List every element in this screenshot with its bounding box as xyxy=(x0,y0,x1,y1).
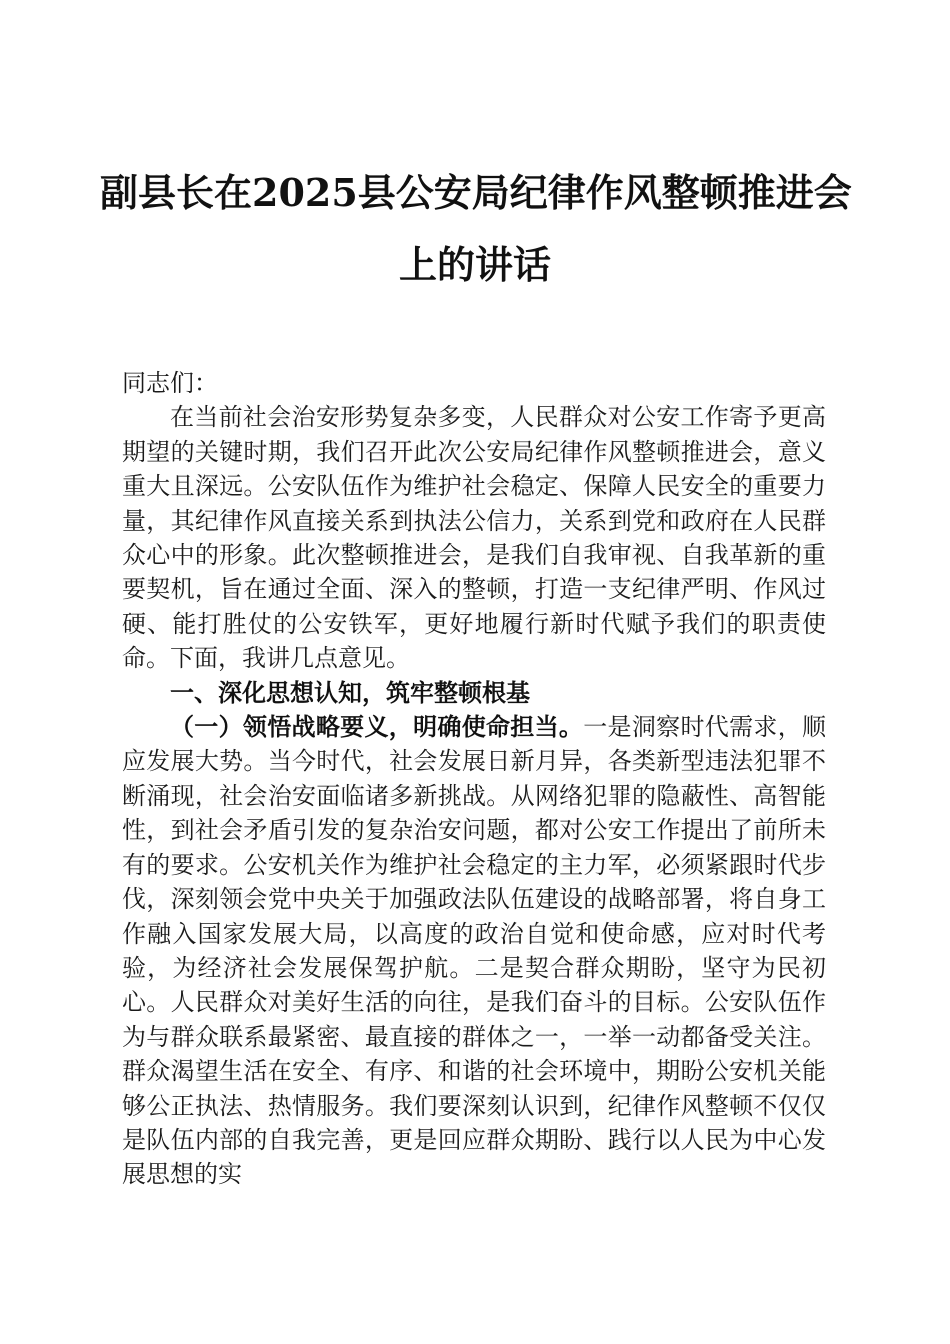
document-title-line-1: 副县长在2025县公安局纪律作风整顿推进会 xyxy=(100,170,852,215)
document-title-line-2: 上的讲话 xyxy=(398,242,551,287)
subsection-body: 一是洞察时代需求，顺应发展大势。当今时代，社会发展日新月异，各类新型违法犯罪不断涌现，社会治安面临诸多新挑战。从网络犯罪的隐蔽性、高智能性，到社会矛盾引发的复杂治安问题，都对公安工作提出了前所未有的要求。公安机关作为维护社会稳定的主力军，必须紧跟时代步伐，深刻领会党中央关于加强政法队伍建设的战略部署，将自身工作融入国家发展大局，以高度的政治自觉和使命感，应对时代考验，为经济社会发展保驾护航。二是契合群众期盼，坚守为民初心。人民群众对美好生活的向往，是我们奋斗的目标。公安队伍作为与群众联系最紧密、最直接的群体之一，一举一动都备受关注。群众渴望生活在安全、有序、和谐的社会环境中，期盼公安机关能够公正执法、热情服务。我们要深刻认识到，纪律作风整顿不仅仅是队伍内部的自我完善，更是回应群众期盼、践行以人民为中心发展思想的实 xyxy=(122,713,827,1189)
document-body xyxy=(122,366,826,1192)
subsection-lead: （一）领悟战略要义，明确使命担当。 xyxy=(170,713,584,742)
section-heading-1: 一、深化思想认知，筑牢整顿根基 xyxy=(170,678,530,707)
salutation: 同志们： xyxy=(122,369,218,397)
subsection-paragraph-1 xyxy=(122,710,826,1192)
intro-paragraph: 在当前社会治安形势复杂多变，人民群众对公安工作寄予更高期望的关键时期，我们召开此次公安局纪律作风整顿推进会，意义重大且深远。公安队伍作为维护社会稳定、保障人民安全的重要力量，其纪律作风直接关系到执法公信力，关系到党和政府在人民群众心中的形象。此次整顿推进会，是我们自我审视、自我革新的重要契机，旨在通过全面、深入的整顿，打造一支纪律严明、作风过硬、能打胜仗的公安铁军，更好地履行新时代赋予我们的职责使命。下面，我讲几点意见。 xyxy=(122,403,826,673)
